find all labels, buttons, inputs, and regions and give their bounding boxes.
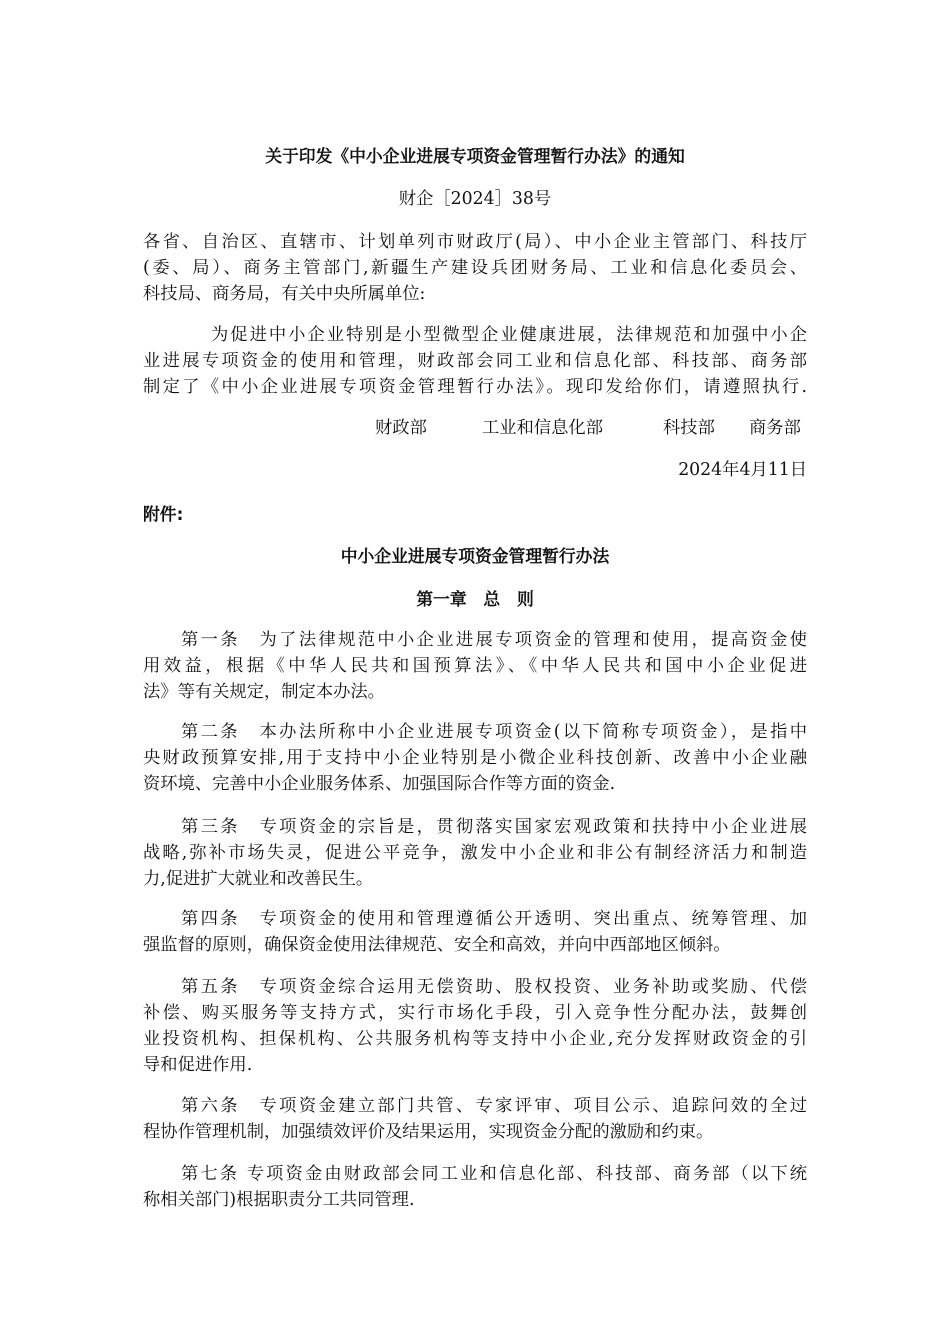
document-number: 财企［2024］38号 <box>398 189 552 209</box>
article-5-line: 补偿、购买服务等支持方式，实行市场化手段，引入竞争性分配办法，鼓舞创 <box>143 1003 807 1023</box>
article-1-line: 用效益，根据《中华人民共和国预算法》、《中华人民共和国中小企业促进 <box>143 656 807 676</box>
notice-body-line: 业进展专项资金的使用和管理，财政部会同工业和信息化部、科技部、商务部 <box>143 351 807 371</box>
signer-mofcom: 商务部 <box>749 418 801 438</box>
article-2-line: 央财政预算安排,用于支持中小企业特别是小微企业科技创新、改善中小企业融 <box>143 748 807 768</box>
article-7-line: 称相关部门)根据职责分工共同管理. <box>143 1190 415 1210</box>
article-5-line: 导和促进作用. <box>143 1055 253 1075</box>
addressee-line: 各省、自治区、直辖市、计划单列市财政厅(局）、中小企业主管部门、科技厅 <box>143 232 807 252</box>
notice-date: 2024年4月11日 <box>678 460 807 480</box>
measures-title: 中小企业进展专项资金管理暂行办法 <box>340 546 610 566</box>
article-2-line: 第二条 本办法所称中小企业进展专项资金(以下简称专项资金），是指中 <box>181 722 807 742</box>
signer-most: 科技部 <box>663 418 715 438</box>
article-5-line: 业投资机构、担保机构、公共服务机构等支持中小企业,充分发挥财政资金的引 <box>143 1029 807 1049</box>
article-3-line: 战略,弥补市场失灵，促进公平竞争，激发中小企业和非公有制经济活力和制造 <box>143 843 807 863</box>
article-7-line: 第七条 专项资金由财政部会同工业和信息化部、科技部、商务部（以下统 <box>181 1164 807 1184</box>
article-3-line: 第三条 专项资金的宗旨是，贯彻落实国家宏观政策和扶持中小企业进展 <box>181 817 807 837</box>
notice-title: 关于印发《中小企业进展专项资金管理暂行办法》的通知 <box>265 146 685 166</box>
article-5-line: 第五条 专项资金综合运用无偿资助、股权投资、业务补助或奖励、代偿 <box>181 977 807 997</box>
addressee-line: (委、局）、商务主管部门,新疆生产建设兵团财务局、工业和信息化委员会、 <box>143 258 807 278</box>
article-2-line: 资环境、完善中小企业服务体系、加强国际合作等方面的资金. <box>143 774 616 794</box>
signer-mof: 财政部 <box>375 418 427 438</box>
article-1-line: 第一条 为了法律规范中小企业进展专项资金的管理和使用，提高资金使 <box>181 630 807 650</box>
article-4-line: 强监督的原则，确保资金使用法律规范、安全和高效，并向中西部地区倾斜。 <box>143 935 731 955</box>
article-6-line: 程协作管理机制，加强绩效评价及结果运用，实现资金分配的激励和约束。 <box>143 1122 714 1142</box>
addressee-line: 科技局、商务局，有关中央所属单位: <box>143 284 426 304</box>
article-6-line: 第六条 专项资金建立部门共管、专家评审、项目公示、追踪问效的全过 <box>181 1096 807 1116</box>
signer-miit: 工业和信息化部 <box>482 418 603 438</box>
chapter-heading: 第一章 总 则 <box>416 589 534 609</box>
article-4-line: 第四条 专项资金的使用和管理遵循公开透明、突出重点、统筹管理、加 <box>181 909 807 929</box>
notice-body-line: 为促进中小企业特别是小型微型企业健康进展，法律规范和加强中小企 <box>211 325 807 345</box>
article-3-line: 力,促进扩大就业和改善民生。 <box>143 869 374 889</box>
notice-body-line: 制定了《中小企业进展专项资金管理暂行办法》。现印发给你们，请遵照执行. <box>143 377 807 397</box>
attachment-label: 附件: <box>143 504 184 524</box>
article-1-line: 法》等有关规定，制定本办法。 <box>143 682 385 702</box>
